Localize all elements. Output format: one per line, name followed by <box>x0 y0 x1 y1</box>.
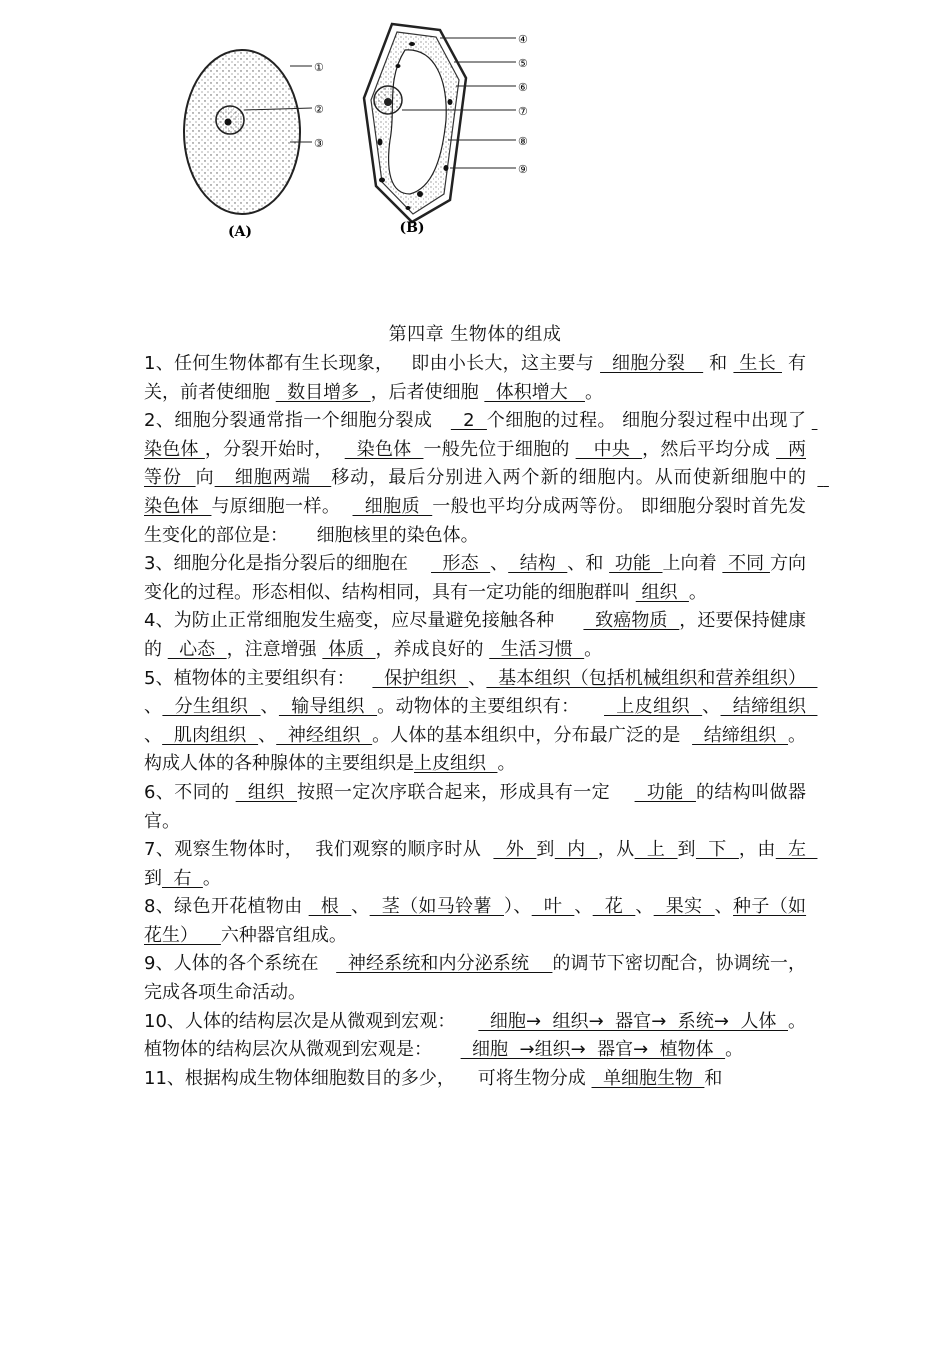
answer-blank: 心态 <box>167 638 227 660</box>
answer-blank: 神经组织 <box>276 724 373 746</box>
question-text: 、 <box>351 896 370 918</box>
answer-blank: 结构 <box>508 553 568 575</box>
answer-blank: 单细胞生物 <box>591 1067 705 1089</box>
question-text: 。 <box>202 867 221 889</box>
question-item-10 <box>144 1008 806 1065</box>
question-text: 3、细胞分化是指分裂后的细胞在 <box>144 553 432 575</box>
question-text: ，还要保持健康的 <box>144 610 807 660</box>
answer-blank: 右 <box>162 867 203 889</box>
chapter-title: 第四章 生物体的组成 <box>388 324 562 345</box>
question-text: 和 <box>703 353 734 374</box>
answer-blank: 保护组织 <box>372 667 469 689</box>
answer-blank: 2 <box>450 410 487 432</box>
question-text: 。 <box>497 753 516 775</box>
question-text: 与原细胞一样。 <box>211 495 353 517</box>
question-text: 、 <box>714 896 734 918</box>
question-text: 。动物体的主要组织有： <box>377 696 605 718</box>
question-text: 。人体的基本组织中，分布最广泛的是 <box>372 724 693 746</box>
answer-blank: 组织 <box>235 781 298 803</box>
label-6: ⑥ <box>518 81 528 94</box>
question-text: 。 <box>688 581 707 603</box>
question-list <box>144 350 829 1093</box>
label-5: ⑤ <box>518 57 528 70</box>
question-text: 、 <box>635 896 654 918</box>
question-text: 和 <box>704 1067 723 1089</box>
question-text: 6、不同的 <box>144 781 236 803</box>
question-text: 8、绿色开花植物由 <box>144 896 309 918</box>
answer-blank: 左 <box>775 839 818 861</box>
answer-blank: 结缔组织 <box>720 696 818 718</box>
question-text: 、和 <box>567 553 610 575</box>
question-item-4 <box>144 607 806 664</box>
answer-blank: 基本组织（包括机械组织和营养组织） <box>486 667 818 689</box>
answer-blank: 组织 <box>635 581 689 603</box>
caption-b: (B) <box>399 220 425 236</box>
answer-blank: 染色体 <box>344 438 424 460</box>
label-9: ⑨ <box>518 163 528 176</box>
question-text: 向 <box>195 467 215 489</box>
question-text: 的结构叫做器官。 <box>144 781 807 832</box>
question-item-3 <box>144 550 806 607</box>
answer-blank: 分生组织 <box>162 696 261 718</box>
question-text: 到 <box>677 839 696 861</box>
answer-blank: 细胞 →组织→ 器官→ 植物体 <box>460 1039 726 1061</box>
answer-blank: 神经系统和内分泌系统 <box>336 953 553 975</box>
answer-blank: 上皮组织 <box>604 696 703 718</box>
question-text: 、 <box>702 696 721 718</box>
question-text: 10、人体的结构层次是从微观到宏观： <box>144 1010 479 1032</box>
answer-blank: 不同 <box>722 553 770 575</box>
answer-blank: 形态 <box>431 553 491 575</box>
label-2: ② <box>314 103 324 116</box>
cell-diagram-figure <box>150 10 570 240</box>
answer-blank: 染色体 <box>144 410 818 460</box>
question-item-11 <box>144 1065 806 1094</box>
question-text: ，注意增强 <box>226 638 323 660</box>
question-text: 方向变化的过程。形态相似、结构相同，具有一定功能的细胞群叫 <box>144 553 807 603</box>
label-7: ⑦ <box>518 105 528 118</box>
plant-cell <box>364 24 466 222</box>
answer-blank: 生活习惯 <box>489 638 585 660</box>
question-text: 移动，最后分别进入两个新的细胞内。从而使新细胞中的 <box>331 467 818 489</box>
answer-blank: 功能 <box>609 553 663 575</box>
answer-blank: 中央 <box>575 438 643 460</box>
question-text: 5、植物体的主要组织有： <box>144 667 373 689</box>
answer-blank: 生长 <box>733 353 782 374</box>
answer-blank: 根 <box>308 896 352 918</box>
answer-blank: 染色体 <box>144 467 829 517</box>
answer-blank: 茎（如马铃薯 <box>369 896 504 918</box>
question-item-7 <box>144 836 818 893</box>
question-item-1 <box>144 350 806 407</box>
question-text: 、 <box>258 724 277 746</box>
answer-blank: 内 <box>554 839 598 861</box>
question-text: 、 <box>490 553 509 575</box>
question-text: 、 <box>260 696 279 718</box>
answer-blank: 种子（如花生） <box>144 896 807 946</box>
question-text: 。 <box>725 1039 744 1061</box>
answer-blank: 外 <box>493 839 537 861</box>
answer-blank: 细胞→ 组织→ 器官→ 系统→ 人体 <box>478 1010 788 1032</box>
question-text: ，养成良好的 <box>375 638 490 660</box>
animal-cell <box>184 50 300 214</box>
question-text: 1、任何生物体都有生长现象， 即由小长大，这主要与 <box>144 353 601 374</box>
question-text: 7、观察生物体时， 我们观察的顺序时从 <box>144 839 494 861</box>
question-text: 、 <box>144 724 163 746</box>
answer-blank: 体积增大 <box>484 381 585 403</box>
question-text: 一般也平均分成两等份。 即细胞分裂时首先发生变化的部位是： 细胞核里的染色体。 <box>144 495 806 546</box>
question-item-8 <box>144 893 806 950</box>
question-text: 11、根据构成生物体细胞数目的多少， 可将生物分成 <box>144 1067 592 1089</box>
question-text: 2、细胞分裂通常指一个细胞分裂成 <box>144 410 451 432</box>
answer-blank: 细胞质 <box>352 495 433 517</box>
answer-blank: 果实 <box>653 896 715 918</box>
answer-blank: 上 <box>634 839 678 861</box>
label-4: ④ <box>518 33 528 46</box>
question-text: 个细胞的过程。 细胞分裂过程中出现了 <box>486 410 812 432</box>
question-text: 、 <box>574 896 593 918</box>
answer-blank: 上皮组织 <box>414 753 498 775</box>
question-text: 。植物体的结构层次从微观到宏观是： <box>144 1010 806 1061</box>
answer-blank: 肌肉组织 <box>162 724 259 746</box>
question-item-2 <box>144 407 829 550</box>
question-text: ，从 <box>597 839 635 861</box>
question-text: ，分裂开始时， <box>204 438 345 460</box>
answer-blank: 数目增多 <box>275 381 371 403</box>
label-8: ⑧ <box>518 135 528 148</box>
cell-diagram <box>150 10 570 240</box>
answer-blank: 两等份 <box>144 438 806 489</box>
question-text: 4、为防止正常细胞发生癌变，应尽量避免接触各种 <box>144 610 584 632</box>
label-3: ③ <box>314 137 324 150</box>
caption-a: (A) <box>227 224 253 240</box>
answer-blank: 下 <box>695 839 739 861</box>
question-text: 、 <box>468 667 487 689</box>
question-text: ，然后平均分成 <box>642 438 777 460</box>
label-1: ① <box>314 61 324 74</box>
question-text: 六种器官组成。 <box>220 924 347 946</box>
question-text: ，由 <box>738 839 776 861</box>
question-item-9 <box>144 950 806 1007</box>
question-text: 。构成人体的各种腺体的主要组织是 <box>144 724 807 775</box>
question-text: 。 <box>584 638 603 660</box>
question-text: ，后者使细胞 <box>370 381 485 403</box>
answer-blank: 输导组织 <box>278 696 378 718</box>
answer-blank: 细胞分裂 <box>600 353 704 374</box>
answer-blank: 细胞两端 <box>214 467 332 489</box>
question-text: 、 <box>144 696 163 718</box>
answer-blank: 体质 <box>322 638 376 660</box>
question-item-6 <box>144 779 806 836</box>
answer-blank: 功能 <box>634 781 696 803</box>
question-text: 。 <box>584 381 603 403</box>
answer-blank: 花 <box>592 896 636 918</box>
answer-blank: 叶 <box>531 896 575 918</box>
question-text: 到 <box>536 839 555 861</box>
question-text: 按照一定次序联合起来，形成具有一定 <box>297 781 635 803</box>
question-text: 9、人体的各个系统在 <box>144 953 337 975</box>
question-item-5 <box>144 665 818 779</box>
answer-blank: 致癌物质 <box>583 610 680 632</box>
question-text: ）、 <box>504 896 532 918</box>
answer-blank: 结缔组织 <box>692 724 789 746</box>
question-text: 的调节下密切配合，协调统一，完成各项生命活动。 <box>144 953 806 1004</box>
question-text: 一般先位于细胞的 <box>423 438 576 460</box>
question-text: 到 <box>144 867 162 889</box>
question-text: 有关，前者使细胞 <box>144 353 806 403</box>
question-text: 上向着 <box>662 553 723 575</box>
